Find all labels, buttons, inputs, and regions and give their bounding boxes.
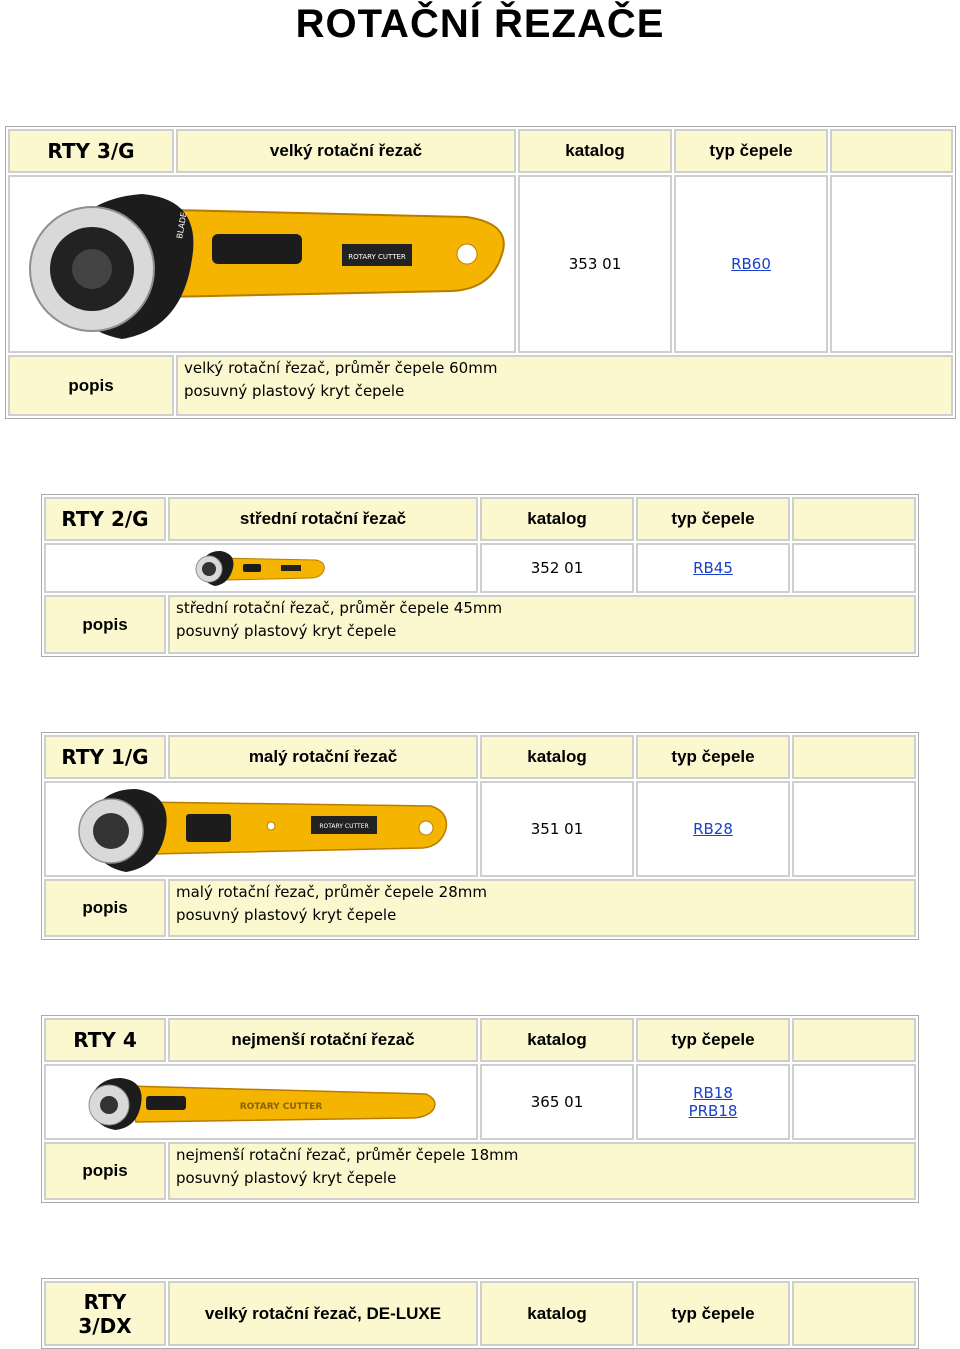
description-label: popis [44, 1142, 166, 1200]
blade-type-header: typ čepele [636, 1281, 790, 1346]
rotary-cutter-image [81, 1072, 441, 1132]
empty-header-cell [792, 735, 916, 779]
blade-type-header: typ čepele [636, 735, 790, 779]
product-name: velký rotační řezač [176, 129, 516, 173]
product-image-cell [44, 781, 478, 877]
catalog-header: katalog [480, 1018, 634, 1062]
product-table-rty-1g [41, 732, 919, 940]
description-label: popis [44, 595, 166, 654]
blade-link-rb28[interactable]: RB28 [693, 820, 733, 838]
description-line-1: velký rotační řezač, průměr čepele 60mm [184, 359, 498, 377]
description-cell [168, 595, 916, 654]
blade-type-cell [636, 543, 790, 593]
empty-header-cell [830, 129, 953, 173]
product-table-rty-3g [5, 126, 956, 419]
description-line-1: nejmenší rotační řezač, průměr čepele 18mm [176, 1146, 519, 1164]
description-line-2: posuvný plastový kryt čepele [176, 906, 397, 924]
page-title: ROTAČNÍ ŘEZAČE [295, 2, 665, 46]
blade-type-header: typ čepele [636, 497, 790, 541]
svg-text:ROTARY CUTTER: ROTARY CUTTER [239, 1102, 323, 1112]
product-code: RTY 1/G [44, 735, 166, 779]
rotary-cutter-image [12, 179, 512, 349]
description-line-1: malý rotační řezač, průměr čepele 28mm [176, 883, 487, 901]
empty-cell [792, 1064, 916, 1140]
product-name: malý rotační řezač [168, 735, 478, 779]
product-code-line-1: RTY [83, 1289, 127, 1314]
product-image-cell [8, 175, 516, 353]
empty-header-cell [792, 1018, 916, 1062]
empty-header-cell [792, 1281, 916, 1346]
catalog-header: katalog [480, 735, 634, 779]
product-code: RTY 2/G [44, 497, 166, 541]
rotary-cutter-image [71, 784, 451, 874]
blade-type-header: typ čepele [674, 129, 828, 173]
product-name: nejmenší rotační řezač [168, 1018, 478, 1062]
catalog-number: 352 01 [480, 543, 634, 593]
product-code: RTY 4 [44, 1018, 166, 1062]
catalog-number: 353 01 [518, 175, 672, 353]
product-image-cell [44, 1064, 478, 1140]
blade-link-rb18[interactable]: RB18 [693, 1084, 733, 1102]
product-table-rty-2g [41, 494, 919, 657]
product-code-line-2: 3/DX [78, 1313, 132, 1338]
catalog-number: 351 01 [480, 781, 634, 877]
catalog-header: katalog [518, 129, 672, 173]
product-image-cell [44, 543, 478, 593]
product-name: střední rotační řezač [168, 497, 478, 541]
product-table-rty-3dx [41, 1278, 919, 1349]
description-label: popis [44, 879, 166, 937]
catalog-header: katalog [480, 497, 634, 541]
product-name: velký rotační řezač, DE-LUXE [168, 1281, 478, 1346]
empty-cell [830, 175, 953, 353]
svg-text:ROTARY CUTTER: ROTARY CUTTER [319, 823, 369, 830]
blade-link-rb45[interactable]: RB45 [693, 559, 733, 577]
svg-text:ROTARY CUTTER: ROTARY CUTTER [348, 253, 406, 261]
description-line-2: posuvný plastový kryt čepele [176, 622, 397, 640]
blade-type-header: typ čepele [636, 1018, 790, 1062]
description-line-2: posuvný plastový kryt čepele [184, 382, 405, 400]
empty-cell [792, 543, 916, 593]
description-label: popis [8, 355, 174, 416]
product-code [44, 1281, 166, 1346]
blade-type-cell [674, 175, 828, 353]
product-table-rty-4 [41, 1015, 919, 1203]
description-cell [168, 1142, 916, 1200]
description-cell [168, 879, 916, 937]
description-line-2: posuvný plastový kryt čepele [176, 1169, 397, 1187]
description-cell [176, 355, 953, 416]
blade-link-prb18[interactable]: PRB18 [688, 1102, 738, 1120]
blade-type-cell [636, 781, 790, 877]
empty-header-cell [792, 497, 916, 541]
product-code: RTY 3/G [8, 129, 174, 173]
blade-link-rb60[interactable]: RB60 [731, 255, 771, 273]
catalog-number: 365 01 [480, 1064, 634, 1140]
catalog-header: katalog [480, 1281, 634, 1346]
svg-text:BLADE COVER: BLADE COVER [175, 181, 194, 240]
description-line-1: střední rotační řezač, průměr čepele 45mm [176, 599, 503, 617]
blade-type-cell [636, 1064, 790, 1140]
empty-cell [792, 781, 916, 877]
rotary-cutter-image [191, 548, 331, 588]
